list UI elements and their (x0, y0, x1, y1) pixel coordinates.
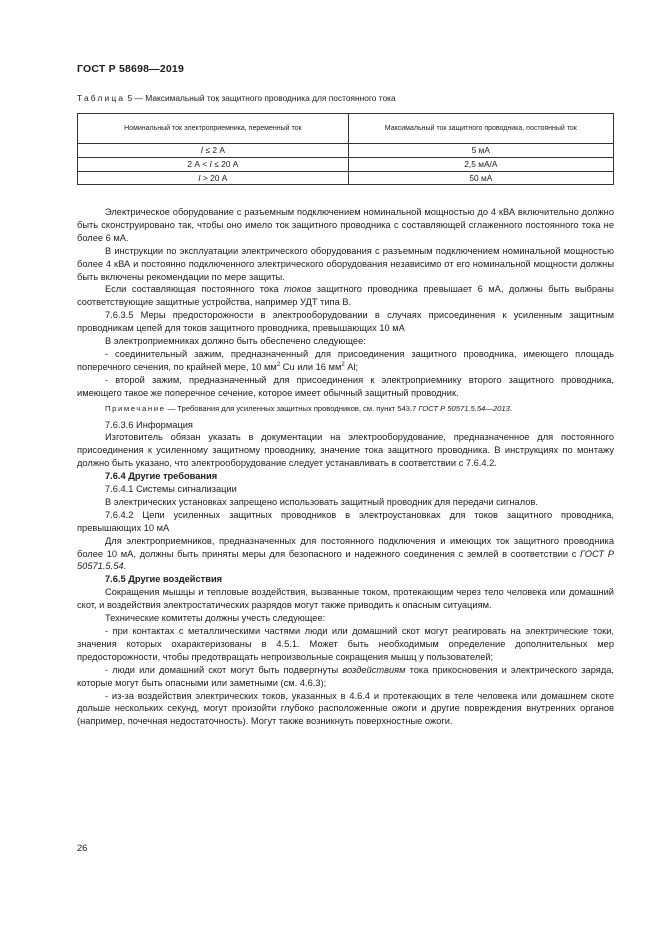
section-heading: 7.6.5 Другие воздействия (105, 574, 223, 585)
table-cell: 50 мА (348, 171, 613, 185)
table-row (78, 157, 614, 171)
table-cell: 2,5 мА/А (348, 157, 613, 171)
paragraph: Электрическое оборудование с разъемным подключением номинальной мощностью до 4 кВА включительно должно быть сконструировано так, чтобы оно имело ток защитного проводника с составляющей сглаженного постоянного тока не более 6 мА. (77, 207, 614, 243)
table-cell: 2 А < I ≤ 20 А (78, 157, 349, 171)
table-caption-word: Таблица (77, 93, 126, 103)
page-number: 26 (77, 843, 88, 853)
list-item: - второй зажим, предназначенный для присоединения к электроприемнику второго защитного проводника, имеющего такое же поперечное сечение, которое имеет обычный защитный проводник. (77, 374, 614, 398)
paragraph: Если составляющая постоянного тока токов защитного проводника превышает 6 мА, должны быть выбраны соответствующие защитные устройства, например УДТ типа В. (77, 284, 614, 308)
section-heading: 7.6.4 Другие требования (105, 471, 218, 482)
paragraph: В электроприемниках должно быть обеспечено следующее: (105, 336, 366, 347)
clause-heading: 7.6.4.1 Системы сигнализации (105, 484, 237, 495)
current-limits-table (77, 113, 614, 185)
table-cell: I > 20 А (78, 171, 349, 185)
table-cell: I ≤ 2 А (78, 144, 349, 158)
paragraph: Технические комитеты должны учесть следующее: (105, 613, 326, 624)
table-cell: 5 мА (348, 144, 613, 158)
paragraph: В электрических установках запрещено использовать защитный проводник для передачи сигналов. (105, 496, 538, 507)
table-caption-title: 5 — Максимальный ток защитного проводника для постоянного тока (125, 93, 396, 103)
paragraph: Для электроприемников, предназначенных для постоянного подключения и имеющих ток защитного проводника более 10 мА, должны быть приняты меры для безопасного и надежного соединения с землей в соответствии с ГОСТ Р 50571.5.54. (77, 535, 614, 572)
clause-heading: 7.6.3.5 Меры предосторожности в электрооборудовании в случаях присоединения к усиленным защитным проводникам цепей для токов защитного проводника, превышающих 10 мА (77, 310, 614, 334)
table-header-row (78, 114, 614, 144)
note: Примечание — Требования для усиленных защитных проводников, см. пункт 543.7 ГОСТ Р 50571.5.54—2013. (105, 403, 512, 413)
standard-header: ГОСТ Р 58698—2019 (77, 63, 185, 75)
list-item: - из-за воздействия электрических токов, указанных в 4.6.4 и протекающих в теле человека или домашнем скоте дольше нескольких секунд, могут произойти глубоко расположенные ожоги и другие повреждения внутренних органов (например, почечная недостаточность). Могут также возникнуть поверхностные ожоги. (77, 690, 614, 727)
clause-heading: 7.6.4.2 Цепи усиленных защитных проводников в электроустановках для токов защитного проводника, превышающих 10 мА (77, 509, 614, 533)
list-item: - люди или домашний скот могут быть подвергнуты воздействиям тока прикосновения и электрического заряда, которые могут быть опасными или заметными (см. 4.6.3); (77, 664, 615, 688)
table-header-cell: Номинальный ток электроприемника, переменный ток (78, 114, 349, 144)
document-body (77, 206, 614, 728)
paragraph: Сокращения мышцы и тепловые воздействия, вызванные током, протекающим через тело человека или домашний скот, и воздействия электростатических разрядов могут также приводить к опасным ситуациям. (77, 587, 614, 611)
table-caption (77, 93, 396, 103)
table-row (78, 171, 614, 185)
list-item: - при контактах с металлическими частями люди или домашний скот могут реагировать на электрические токи, значения которых охарактеризованы в 4.5.1. Может быть необходимым определение дополнительных мер предосторожности, чтобы предотвращать непроизвольные сокращения мышц у пользователей; (77, 626, 614, 662)
table-header-cell: Максимальный ток защитного проводника, постоянный ток (348, 114, 613, 144)
paragraph: Изготовитель обязан указать в документации на электрооборудование, предназначенное для постоянного присоединения к усиленному защитному проводнику, значение тока защитного проводника. В инструкциях по монтажу должно быть указано, что электрооборудование следует устанавливать в соответствии с 7.6.4.2. (77, 432, 614, 469)
list-item: - соединительный зажим, предназначенный для присоединения защитного проводника, имеющего площадь поперечного сечения, по крайней мере, 10 $мм^2$ Cu или 16 $мм^2$ Al; (77, 348, 614, 372)
paragraph: В инструкции по эксплуатации электрического оборудования с разъемным подключением номинальной мощностью более 4 кВА и постоянно подключенного электрического оборудования независимо от его номинальной мощности должны быть включены рекомендации по мере защиты. (77, 245, 614, 282)
table-row (78, 144, 614, 158)
clause-heading: 7.6.3.6 Информация (105, 419, 193, 430)
